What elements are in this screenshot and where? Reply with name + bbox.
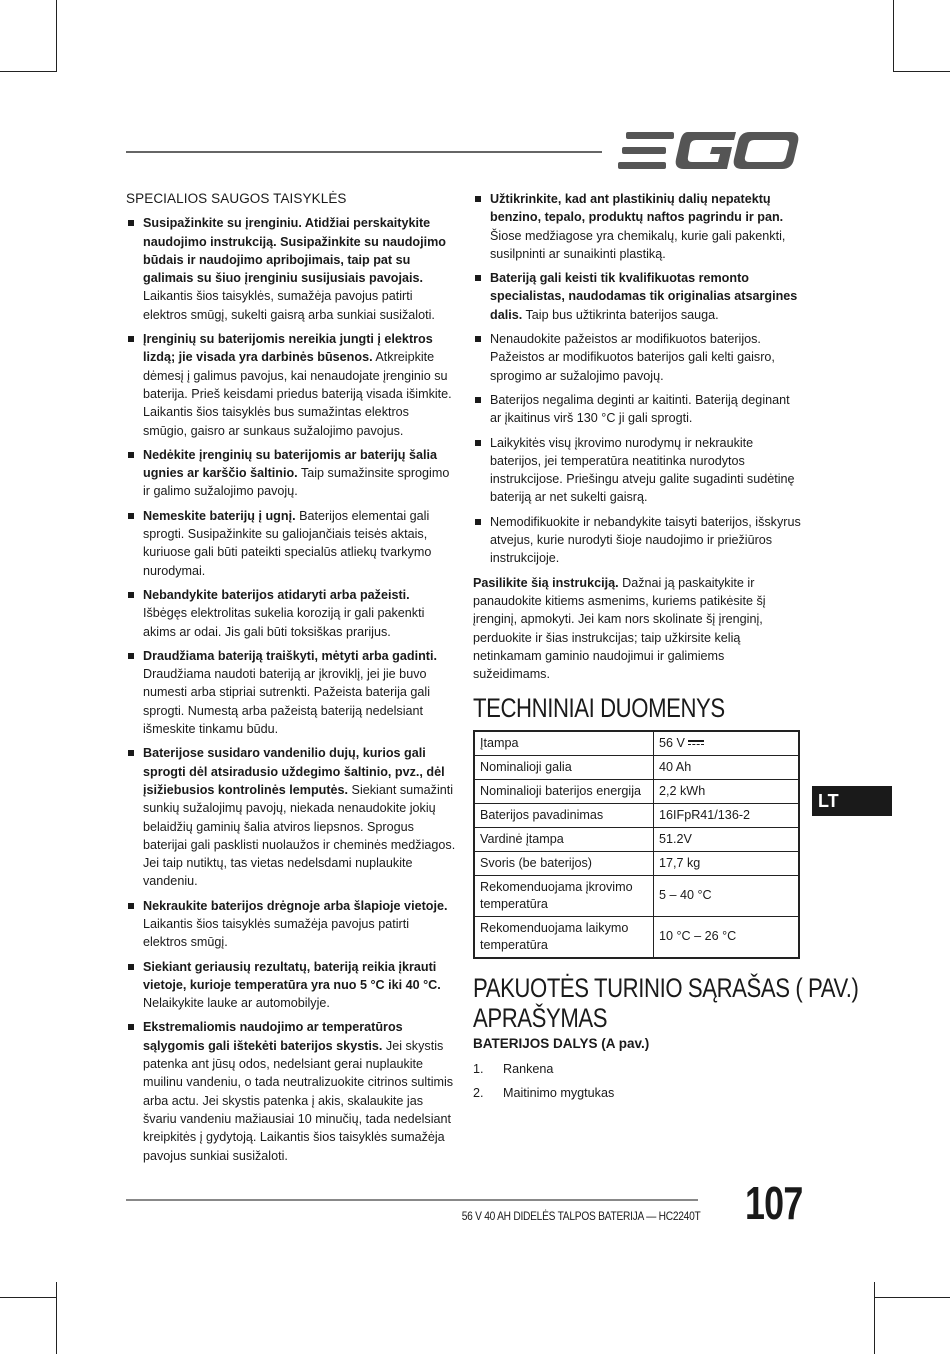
table-row: Rekomenduojama laikymo temperatūra 10 °C – 26 °C — [474, 916, 799, 958]
list-item: Nekraukite baterijos drėgnoje arba šlapioje vietoje. Laikantis šios taisyklės sumažėja pavojus patirti elektros smūgį. — [126, 897, 456, 952]
list-item: Baterijos negalima deginti ar kaitinti. Bateriją deginant ar įkaitinus virš 130 °C ji gali sprogti. — [473, 391, 803, 428]
list-item: Nemodifikuokite ir nebandykite taisyti baterijos, išskyrus atvejus, kurie nurodyti šioje naudojimo ir priežiūros instrukcijoje. — [473, 513, 803, 568]
table-row: Nominalioji galia 40 Ah — [474, 755, 799, 779]
safety-list — [473, 190, 803, 568]
list-item: Siekiant geriausių rezultatų, bateriją reikia įkrauti vietoje, kurioje temperatūra yra nuo 5 °C iki 40 °C. Nelaikykite lauke ar automobilyje. — [126, 958, 456, 1013]
crop-mark — [56, 1282, 57, 1354]
list-item: Laikykitės visų įkrovimo nurodymų ir nekraukite baterijos, jei temperatūra neatitinka nurodytos instrukcijose. Priešingu atveju galite sugadinti sudėtinę bateriją ar net sukelti gaisrą. — [473, 434, 803, 507]
list-item: Nemeskite baterijų į ugnį. Baterijos elementai gali sprogti. Susipažinkite su galiojančiais teisės aktais, kuriuose gali būti pateikti specialūs atliekų tvarkymo nurodymai. — [126, 507, 456, 580]
crop-mark — [0, 1297, 57, 1298]
safety-list — [126, 214, 456, 1165]
list-item: Nenaudokite pažeistos ar modifikuotos baterijos. Pažeistos ar modifikuotos baterijos gali kelti gaisro, sprogimo ar sužalojimo pavojų. — [473, 330, 803, 385]
header-rule — [126, 151, 602, 153]
list-item: Nedėkite įrenginių su baterijomis ar baterijų šalia ugnies ar karščio šaltinio. Taip sumažinsite sprogimo ir galimo sužalojimo pavojų. — [126, 446, 456, 501]
table-row: Nominalioji baterijos energija 2,2 kWh — [474, 779, 799, 803]
list-item: Baterijose susidaro vandenilio dujų, kurios gali sprogti dėl atsiradusio uždegimo šaltinio, pvz., dėl įsižiebusios kontrolinės lemputės. Siekiant sumažinti sunkių sužalojimų pavojų, niekada nenaudokite jokių belaidžių gaminių šalia atviros liepsnos. Sprogus baterijai gali pasklisti nuolaužos ir cheminės medžiagos. Jei taip nutiktų, tas vietas nedelsdami nuplaukite vandeniu. — [126, 744, 456, 890]
crop-mark — [893, 71, 950, 72]
package-contents-heading: PAKUOTĖS TURINIO SĄRAŠAS ( PAV.) — [473, 972, 859, 1003]
list-item: Bateriją gali keisti tik kvalifikuotas remonto specialistas, naudodamas tik originalias atsargines dalis. Taip bus užtikrinta baterijos sauga. — [473, 269, 803, 324]
list-item: 2. Maitinimo mygtukas — [473, 1085, 615, 1100]
page-number: 107 — [745, 1177, 803, 1229]
tech-data-heading: TECHNINIAI DUOMENYS — [473, 693, 725, 724]
battery-parts-heading: BATERIJOS DALYS (A pav.) — [473, 1036, 650, 1052]
spec-table — [473, 730, 800, 959]
section-heading: SPECIALIOS SAUGOS TAISYKLĖS — [126, 191, 347, 206]
keep-instructions-note: Pasilikite šią instrukciją. Dažnai ją paskaitykite ir panaudokite kitiems asmenims, kuriems patikėsite šį įrenginį, apmokyti. Jei kam nors skolinate šį įrenginį, perduokite ir šias instrukcijas; taip užkirsite kelią netinkamam gaminio naudojimui ir galimiems sužeidimams. — [473, 575, 766, 682]
list-item: Įrenginių su baterijomis nereikia jungti į elektros lizdą; jie visada yra darbinės būsenos. Atkreipkite dėmesį į galimus pavojus, kai nenaudojate įrenginio su baterija. Prieš keisdami priedus bateriją visada išimkite. Laikantis šios taisyklės bus sumažintas elektros smūgio, gaisro ar sunkaus sužalojimo pavojus. — [126, 330, 456, 440]
table-row: Įtampa 56 V — [474, 731, 799, 756]
description-heading: APRAŠYMAS — [473, 1003, 608, 1034]
crop-mark — [56, 0, 57, 72]
list-item: Draudžiama bateriją traiškyti, mėtyti arba gadinti. Draudžiama naudoti bateriją ar įkroviklį, jei jie buvo numesti arba stipriai sutrenkti. Pažeista baterija gali sprogti. Numestą arba pažeistą bateriją nedelsiant išmeskite tinkamu būdu. — [126, 647, 456, 738]
crop-mark — [874, 1297, 950, 1298]
list-item: Nebandykite baterijos atidaryti arba pažeisti. Išbėgęs elektrolitas sukelia koroziją ir gali pakenkti akims ar odai. Jis gali būti toksiškas prarijus. — [126, 586, 456, 641]
dc-symbol-icon — [688, 739, 704, 747]
ego-logo — [618, 130, 800, 172]
footer-title: 56 V 40 AH DIDELĖS TALPOS BATERIJA — HC2240T — [461, 1209, 701, 1223]
list-item: Užtikrinkite, kad ant plastikinių dalių nepatektų benzino, tepalo, produktų naftos pagrindu ir pan. Šiose medžiagose yra chemikalų, kurie gali pakenkti, susilpninti ar sunaikinti plastiką. — [473, 190, 803, 263]
crop-mark — [893, 0, 894, 72]
right-column — [473, 190, 859, 1108]
crop-mark — [874, 1282, 875, 1354]
parts-list — [473, 1060, 803, 1103]
table-row: Svoris (be baterijos) 17,7 kg — [474, 851, 799, 875]
list-item: Ekstremaliomis naudojimo ar temperatūros sąlygomis gali ištekėti baterijos skystis. Jei skystis patenka ant jūsų odos, nedelsiant gerai nuplaukite muilinu vandeniu, o tada neutralizuokite citrinos sultimis arba actu. Jei skystis patenka į akis, skalaukite jas švariu vandeniu mažiausiai 10 minučių, tada nedelsiant kreipkitės į gydytoją. Laikantis šios taisyklės sumažėja pavojus sunkiai susižaloti. — [126, 1018, 456, 1164]
table-row: Vardinė įtampa 51.2V — [474, 827, 799, 851]
left-column — [126, 190, 456, 1171]
list-item: 1. Rankena — [473, 1061, 554, 1076]
list-item: Susipažinkite su įrenginiu. Atidžiai perskaitykite naudojimo instrukciją. Susipažinkite su naudojimo būdais ir naudojimo apribojimais, taip pat su galimais su šiuo įrenginiu susijusiais pavojais. Laikantis šios taisyklės, sumažėja pavojus patirti elektros smūgį, sukelti gaisrą arba sunkiai susižaloti. — [126, 214, 456, 324]
table-row: Baterijos pavadinimas 16IFpR41/136-2 — [474, 803, 799, 827]
table-row: Rekomenduojama įkrovimo temperatūra 5 – 40 °C — [474, 875, 799, 916]
footer-rule — [126, 1199, 698, 1201]
language-tab: LT — [812, 786, 892, 816]
crop-mark — [0, 71, 57, 72]
